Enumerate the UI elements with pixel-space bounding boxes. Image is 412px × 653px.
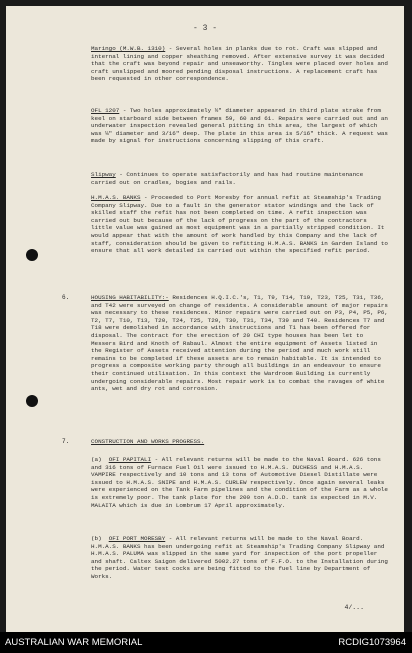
punch-hole-icon xyxy=(26,395,38,407)
paragraph-heading: OFL 1207 xyxy=(91,107,120,114)
section-housing xyxy=(91,294,391,393)
paragraph-heading: Slipway xyxy=(91,171,116,178)
paragraph-ofl-1207 xyxy=(91,107,391,145)
item-label: (b) xyxy=(91,535,102,542)
section-number: 7. xyxy=(62,438,70,445)
item-label: (a) xyxy=(91,456,102,463)
item-ofi-papitali xyxy=(91,456,391,509)
section-body: Residences H.Q.I.C.'s, T1, T9, T14, T19, T23, T25, T31, T36, and T42 were surveyed on change of residents. A considerable amount of major repairs was necessary to these residences. Minor repairs were carried out on P3, P4, P5, P6, T2, T7, T10, T13, T20, T24, T25, T29, T30, T31, T34, T39 and T40. Residences T7 and T18 were demolished in accordance with instructions and T1 has been offered for disposal. The contract for the erection of 20 CHI type houses has been let to Messers Bird and Knoth of Rabaul. Almost the entire equipment of Assets listed in the Register of Assets received attention during the period and much work still remains to be completed if these assets are to remain habitable. It is intended to progress a composite working party through all buildings in an endeavour to ensure their continued utilisation. In this context the Wardroom Building is currently undergoing considerable repairs. Most repair work is to combat the ravages of white ants, wet and dry rot and corrosion. xyxy=(91,294,388,393)
paragraph-body: - Proceeded to Port Moresby for annual refit at Steamship's Trading Company Slipway. Due to a fault in the generator stator windings and the lack of skilled staff the refit has not been completed on time. A refit inspection was carried out but because of the lack of progress on the part of the contractors little value was gained as most equipment was in a partially stripped condition. It would appear that with the amount of work handled by this Company and the lack of staff, consideration should be given to refitting H.M.A.S. BANKS in Garden Island to ensure that all work detailed is carried out within the specified refit period. xyxy=(91,194,388,255)
paragraph-heading: Maringo (M.W.B. 1310) xyxy=(91,45,166,52)
section-number: 6. xyxy=(62,294,70,301)
footer-archive-name: AUSTRALIAN WAR MEMORIAL xyxy=(5,637,143,648)
paragraph-body: - Continues to operate satisfactorily and has had routine maintenance carried out on cradles, bogies and rails. xyxy=(91,171,364,186)
page-number: - 3 - xyxy=(192,24,217,33)
paragraph-slipway xyxy=(91,171,391,186)
paragraph-banks xyxy=(91,194,391,255)
paragraph-body: - Several holes in planks due to rot. Craft was slipped and internal lining and copper sheathing removed. After extensive survey it was decided that the craft was beyond repair and unseaworthy. Tingles were placed over holes and craft unslipped and moored pending disposal instructions. A replacement craft has been requested in other correspondence. xyxy=(91,45,388,83)
item-body: - All relevant returns will be made to the Naval Board. H.M.A.S. BANKS has been undergoing refit at Steamship's Trading Company Slipway and H.M.A.S. PALUMA was slipped in the same yard for inspection of the port propeller and shaft. Caltex Saigon delivered 5002.27 tons of F.F.O. to the Installation during the period. Water test cocks are being fitted to the fuel line by Department of Works. xyxy=(91,535,388,580)
document-page xyxy=(6,6,404,632)
item-heading: OFI PORT MORESBY xyxy=(108,535,166,542)
section-construction-heading: CONSTRUCTION AND WORKS PROGRESS. xyxy=(91,438,205,445)
item-heading: OFI PAPITALI xyxy=(108,456,152,463)
section-heading: HOUSING HABITABILITY:- xyxy=(91,294,169,301)
punch-hole-icon xyxy=(26,249,38,261)
paragraph-maringo xyxy=(91,45,391,83)
item-body: - All relevant returns will be made to the Naval Board. 626 tons and 316 tons of Furnace Fuel Oil were issued to H.M.A.S. DUCHESS and H.M.A.S. VAMPIRE respectively and 10 tons and 13 tons of Automotive Diesel Distillate were issued to H.M.A.S. SNIPE and H.M.A.S. CURLEW respectively. Once again several leaks were experienced on the Tank Farm pipelines and the condition of the Farm as a whole is extremely poor. The tank plate for the 200 ton A.D.D. tank is expected in M.V. MALAITA which is due in Lombrum 17 April approximately. xyxy=(91,456,388,509)
continuation-marker: 4/... xyxy=(344,604,364,611)
paragraph-body: - Two holes approximately ½" diameter appeared in third plate strake from keel on starboard side between frames 59, 60 and 61. Repairs were carried out and an underwater inspection revealed general pitting in this area, the largest of which was ¼" diameter and 3/16" deep. The plate in this area is 5/16" thick. A request was made by signal for instructions concerning slipping of this craft. xyxy=(91,107,388,145)
paragraph-heading: H.M.A.S. BANKS xyxy=(91,194,141,201)
archive-footer xyxy=(0,632,412,653)
footer-record-id: RCDIG1073964 xyxy=(338,637,406,648)
item-ofi-port-moresby xyxy=(91,535,391,581)
